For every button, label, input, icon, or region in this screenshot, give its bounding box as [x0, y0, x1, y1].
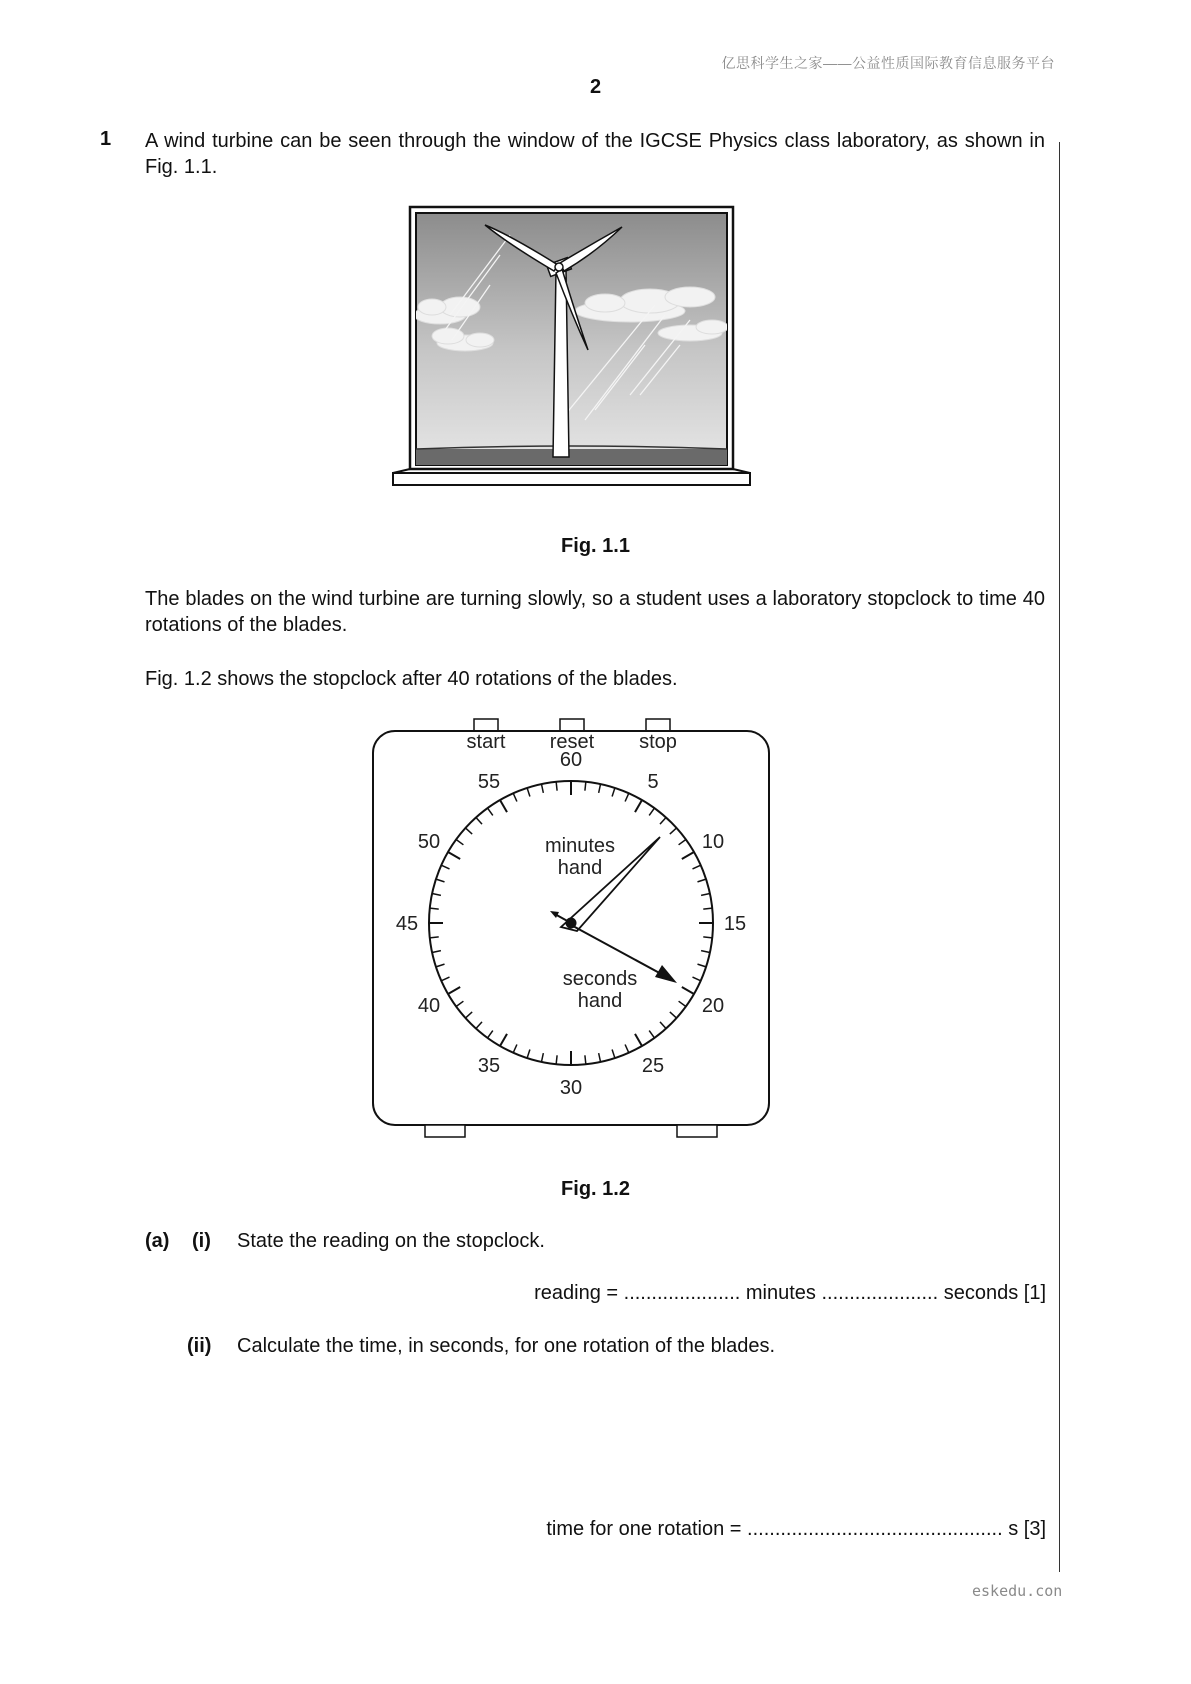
dial-number: 50	[417, 831, 441, 853]
dial-number: 25	[641, 1055, 665, 1078]
window-sill	[393, 473, 750, 485]
question-intro: A wind turbine can be seen through the window of the IGCSE Physics class laboratory, as shown in Fig. 1.1.	[145, 130, 1045, 178]
dial-number: 55	[477, 770, 501, 793]
dial-number: 30	[559, 1077, 583, 1099]
part-a-label: (a)	[145, 1230, 170, 1252]
dial-tick	[430, 937, 439, 938]
dial-tick	[703, 908, 712, 909]
part-a-ii-question: Calculate the time, in seconds, for one rotation of the blades.	[237, 1335, 776, 1357]
dial-center-pivot	[566, 918, 577, 929]
stop-label: stop	[639, 731, 677, 753]
start-button-shape	[474, 719, 498, 731]
dial-tick	[585, 782, 586, 791]
wind-turbine-window-figure	[390, 205, 755, 500]
dial-number: 15	[723, 913, 747, 935]
dial-tick	[430, 908, 439, 909]
dial-number: 45	[395, 913, 419, 935]
watermark-footer: eskedu.con	[972, 1582, 1063, 1600]
stopclock-foot-right	[677, 1125, 717, 1137]
start-label: start	[466, 731, 506, 753]
dial-number: 60	[559, 749, 583, 771]
dial-number: 20	[701, 995, 725, 1017]
part-a-i-answer-line[interactable]: reading = ..................... minutes ..................... seconds [1]	[534, 1282, 1046, 1304]
part-a-i-question: State the reading on the stopclock.	[237, 1230, 545, 1252]
part-a-i-label: (i)	[192, 1230, 211, 1252]
ground	[416, 449, 727, 465]
seconds-hand-label-1: seconds	[562, 968, 638, 990]
dial-number: 5	[647, 770, 659, 793]
dial-tick	[703, 937, 712, 938]
minutes-hand-label-2: hand	[557, 857, 603, 879]
part-a-ii-answer-line[interactable]: time for one rotation = .............................................. s [3]	[546, 1518, 1046, 1540]
part-a-ii-label: (ii)	[187, 1335, 212, 1357]
minutes-hand-label-1: minutes	[544, 835, 616, 857]
paragraph-blades: The blades on the wind turbine are turning slowly, so a student uses a laboratory stopclock to time 40 rotations of the blades.	[145, 588, 1045, 636]
stopclock-foot-left	[425, 1125, 465, 1137]
dial-number: 10	[701, 831, 725, 853]
dial-tick	[556, 1055, 557, 1064]
question-number: 1	[100, 128, 112, 150]
reset-label: reset	[549, 731, 595, 753]
figure-1-2-caption: Fig. 1.2	[561, 1178, 630, 1200]
reset-button-shape	[560, 719, 584, 731]
figure-1-1-caption: Fig. 1.1	[561, 535, 630, 557]
seconds-hand-label-2: hand	[577, 990, 623, 1012]
paragraph-fig12-intro: Fig. 1.2 shows the stopclock after 40 rotations of the blades.	[145, 668, 678, 690]
page-number: 2	[589, 76, 602, 98]
watermark-header: 亿思科学生之家——公益性质国际教育信息服务平台	[721, 55, 1055, 71]
dial-tick	[585, 1055, 586, 1064]
dial-tick	[556, 782, 557, 791]
dial-number: 40	[417, 995, 441, 1017]
margin-line	[1059, 142, 1060, 1572]
stopclock-figure	[370, 715, 775, 1145]
dial-number: 35	[477, 1055, 501, 1078]
stop-button-shape	[646, 719, 670, 731]
